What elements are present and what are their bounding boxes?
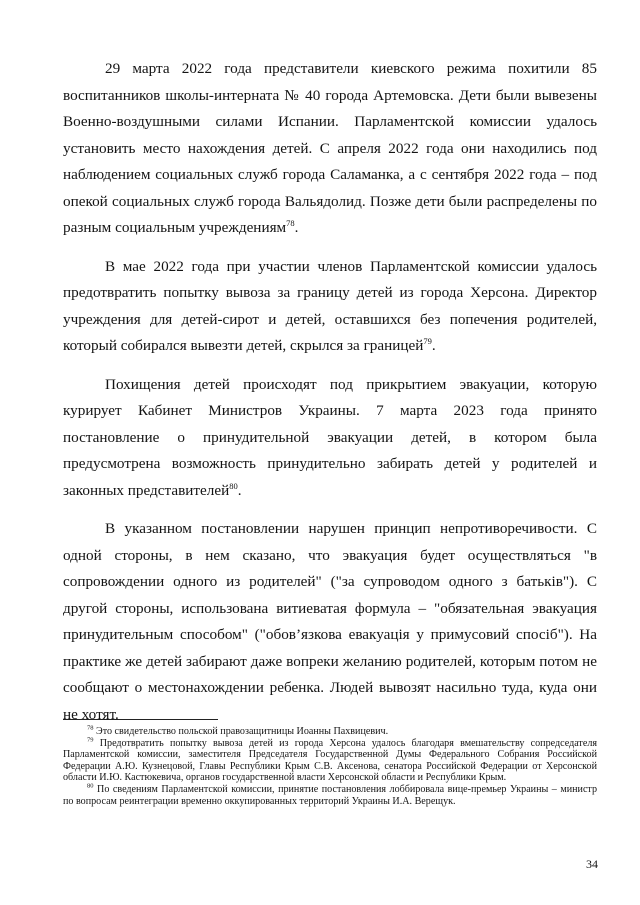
footnote-text: Это свидетельство польской правозащитницы Иоанны Пахвицевич. bbox=[96, 726, 389, 737]
paragraph-3: Похищения детей происходят под прикрытием эвакуации, которую курирует Кабинет Министров Украины. 7 марта 2023 года принято постановление о принудительной эвакуации детей, в котором была предусмотрена возможность принудительно забирать детей у родителей и законных представителей$^{80}$. bbox=[63, 375, 597, 499]
paragraph-2: В мае 2022 года при участии членов Парламентской комиссии удалось предотвратить попытку вывоза за границу детей из города Херсона. Директор учреждения для детей-сирот и детей, оставшихся без попечения родителей, который собирался вывезти детей, скрылся за границей$^{79}$. bbox=[63, 257, 597, 354]
footnote-79 bbox=[63, 738, 597, 784]
paragraph-4-text: В указанном постановлении нарушен принцип непротиворечивости. С одной стороны, в нем сказано, что эвакуация будет осуществляться "в сопровождении одного из родителей" ("за супроводом одного з батьків"). С другой стороны, использована витиеватая формула – "обязательная эвакуация принудительным способом" ("обов’язкова евакуація у примусовий спосіб"). На практике же детей забирают даже вопреки желанию родителей, которым потом не сообщают о местонахождении ребенка. Людей вывозят насильно туда, куда они не хотят. bbox=[63, 520, 597, 723]
footnote-text: Предотвратить попытку вывоза детей из города Херсона удалось благодаря вмешательству сопредседателя Парламентской комиссии, заместителя Председателя Государственной Думы Федерального Собрания Российской Федерации А.Ю. Кузнецовой, Главы Республики Крым С.В. Аксенова, сенатора Российской Федерации от Херсонской области И.Ю. Кастюкевича, органов государственной власти Херсонской области и Республики Крым. bbox=[63, 737, 597, 784]
footnote-number: 80 bbox=[87, 782, 94, 790]
paragraph-3-text: Похищения детей происходят под прикрытием эвакуации, которую курирует Кабинет Министров Украины. 7 марта 2023 года принято постановление о принудительной эвакуации детей, в котором была предусмотрена возможность принудительно забирать детей у родителей и законных представителей bbox=[63, 375, 597, 499]
footnote-ref-80[interactable]: 80 bbox=[229, 480, 238, 491]
main-text bbox=[63, 56, 597, 740]
paragraph-1: 29 марта 2022 года представители киевского режима похитили 85 воспитанников школы-интерната № 40 города Артемовска. Дети были вывезены Военно-воздушными силами Испании. Парламентской комиссии удалось установить место нахождения детей. С апреля 2022 года они находились под наблюдением социальных служб города Саламанка, а с сентября 2022 года – под опекой социальных служб города Вальядолид. Позже дети были распределены по разным социальным учреждениям$^{78}$. bbox=[63, 60, 597, 236]
footnote-number: 78 bbox=[87, 724, 94, 732]
footnote-ref-78[interactable]: 78 bbox=[286, 217, 295, 228]
footnote-80 bbox=[63, 784, 597, 807]
footnote-number: 79 bbox=[87, 736, 94, 744]
footnote-divider bbox=[63, 719, 218, 720]
page-number: 34 bbox=[586, 857, 598, 871]
footnotes bbox=[63, 726, 597, 807]
paragraph-2-text: В мае 2022 года при участии членов Парламентской комиссии удалось предотвратить попытку вывоза за границу детей из города Херсона. Директор учреждения для детей-сирот и детей, оставшихся без попечения родителей, который собирался вывезти детей, скрылся за границей bbox=[63, 257, 597, 354]
footnote-78 bbox=[63, 726, 597, 738]
paragraph-1-text: 29 марта 2022 года представители киевского режима похитили 85 воспитанников школы-интерната № 40 города Артемовска. Дети были вывезены Военно-воздушными силами Испании. Парламентской комиссии удалось установить место нахождения детей. С апреля 2022 года они находились под наблюдением социальных служб города Саламанка, а с сентября 2022 года – под опекой социальных служб города Вальядолид. Позже дети были распределены по разным социальным учреждениям bbox=[63, 60, 597, 236]
footnote-ref-79[interactable]: 79 bbox=[423, 335, 432, 346]
footnote-text: По сведениям Парламентской комиссии, принятие постановления лоббировала вице-премьер Украины – министр по вопросам реинтеграции временно оккупированных территорий Украины И.А. Верещук. bbox=[63, 783, 598, 807]
paragraph-4 bbox=[63, 516, 597, 728]
